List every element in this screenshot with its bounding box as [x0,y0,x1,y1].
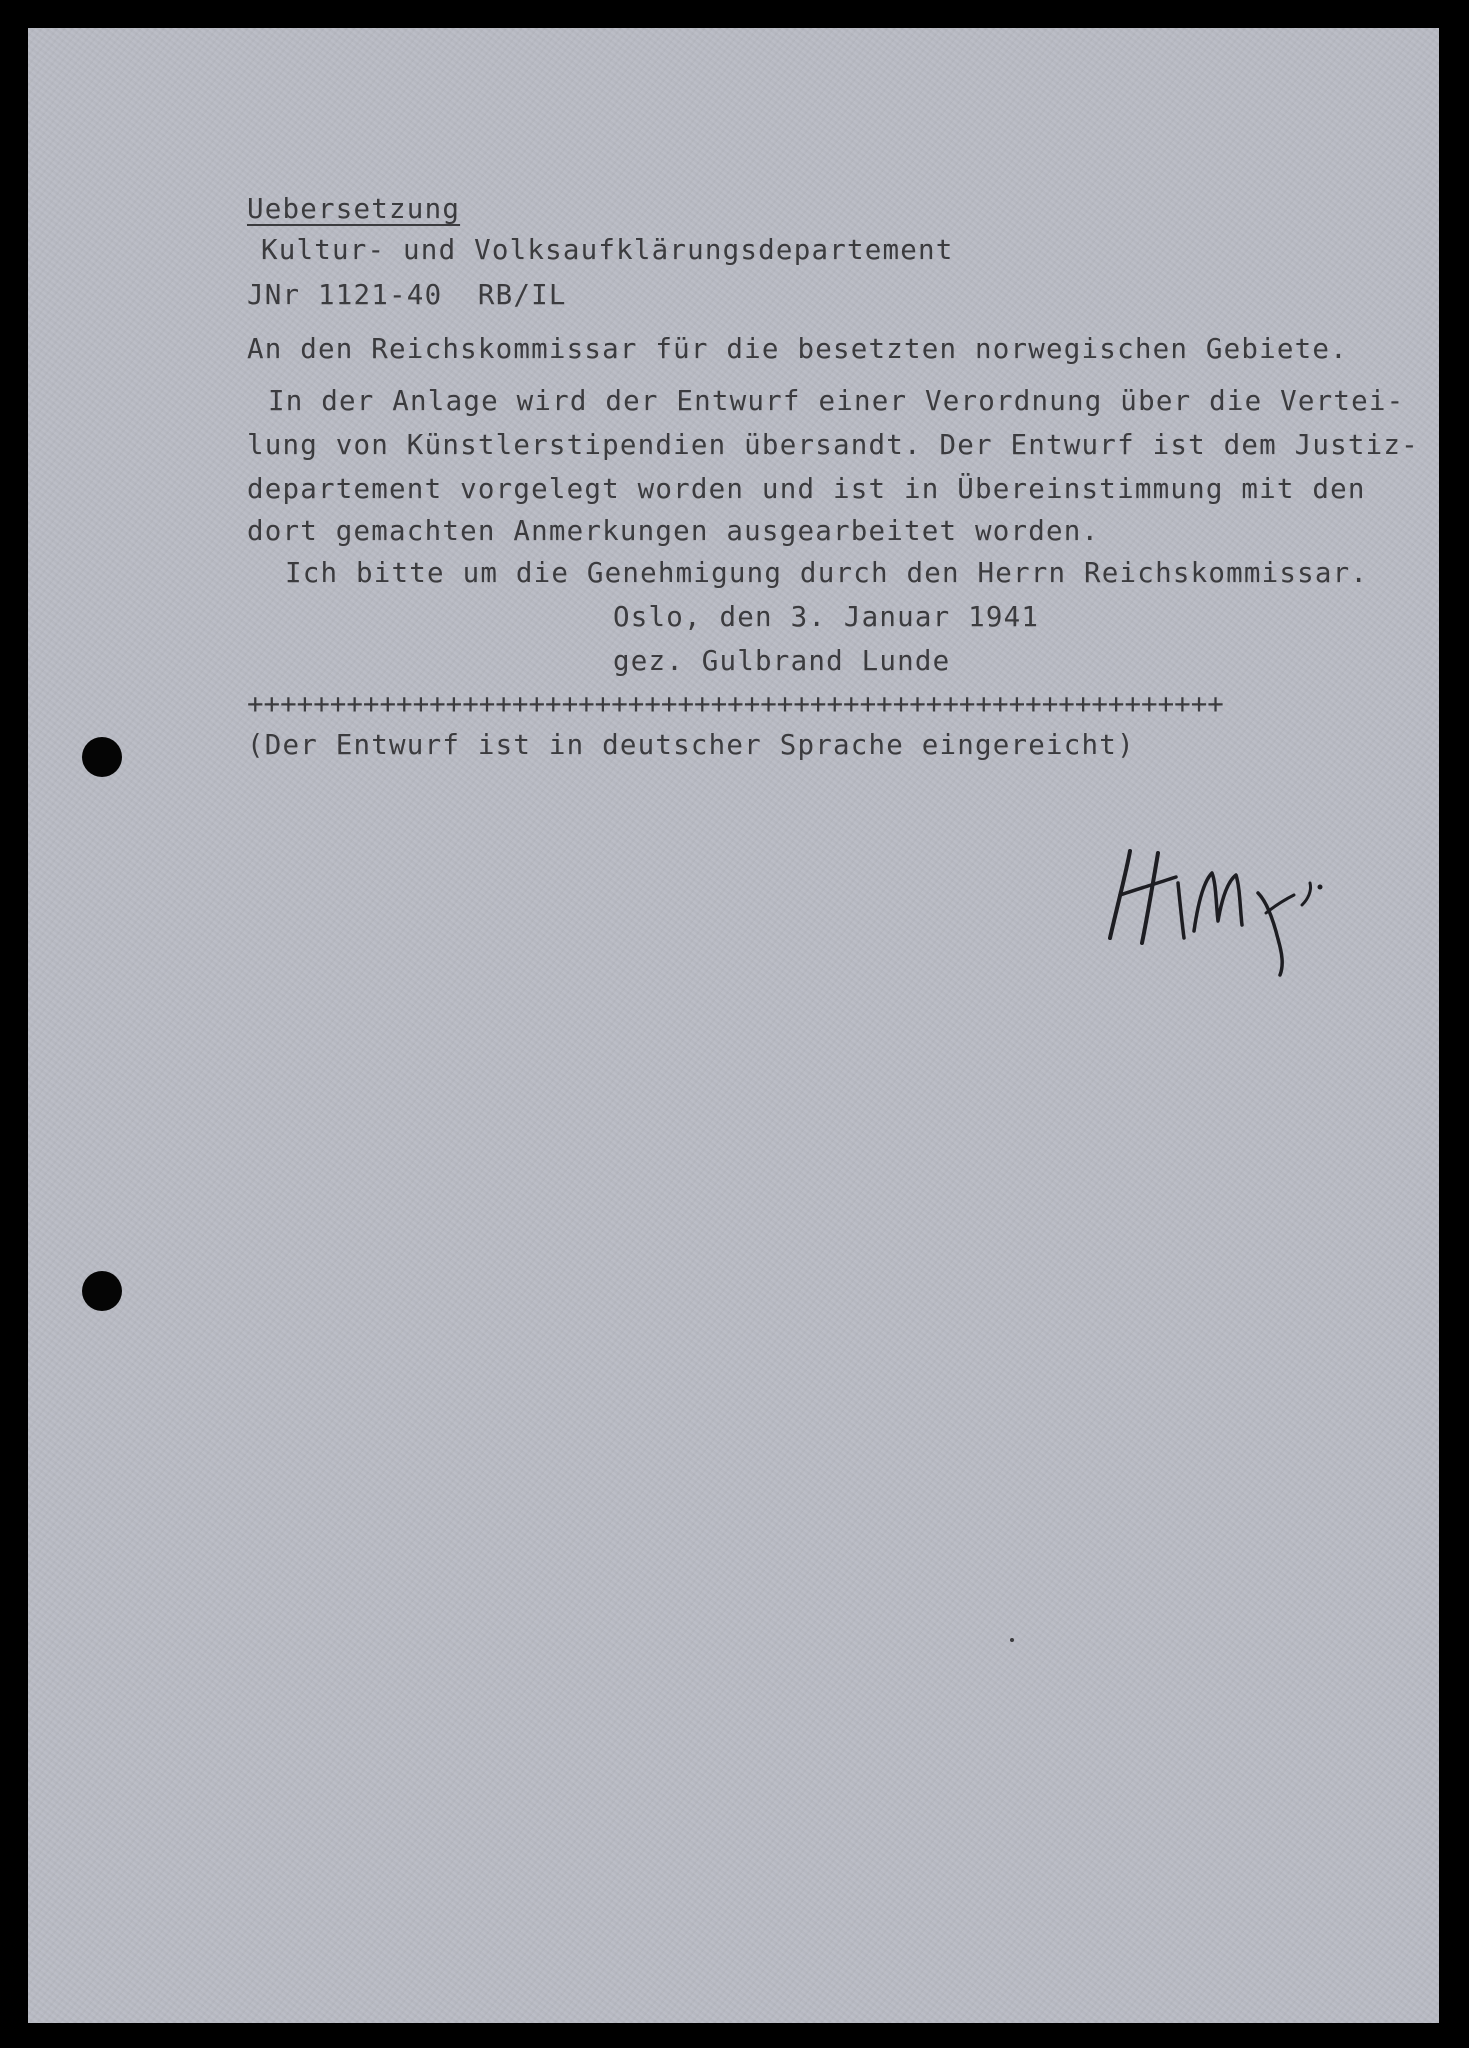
document-heading: Uebersetzung [247,193,461,225]
separator-line: +++++++++++++++++++++++++++++++++++++++++++++++++++++++++++ [247,688,1224,720]
place-date-line: Oslo, den 3. Januar 1941 [613,601,1040,633]
body-line: In der Anlage wird der Entwurf einer Verordnung über die Vertei- [268,385,1405,417]
body-line: lung von Künstlerstipendien übersandt. Der Entwurf ist dem Justiz- [247,429,1419,461]
body-line: dort gemachten Anmerkungen ausgearbeitet worden. [247,515,1100,547]
note-line: (Der Entwurf ist in deutscher Sprache eingereicht) [247,729,1135,761]
signed-by-line: gez. Gulbrand Lunde [613,645,951,677]
department-name: Kultur- und Volksaufklärungsdepartement [261,234,954,266]
paper-speck [1010,1638,1014,1642]
document-page [28,28,1439,2023]
addressee-line: An den Reichskommissar für die besetzten norwegischen Gebiete. [247,333,1348,365]
punch-hole-icon [82,1271,122,1311]
request-line: Ich bitte um die Genehmigung durch den Herrn Reichskommissar. [285,557,1369,589]
handwritten-signature [1098,843,1358,983]
punch-hole-icon [82,737,122,777]
body-line: departement vorgelegt worden und ist in Übereinstimmung mit den [247,473,1366,505]
journal-number: JNr 1121-40 RB/IL [247,279,567,311]
